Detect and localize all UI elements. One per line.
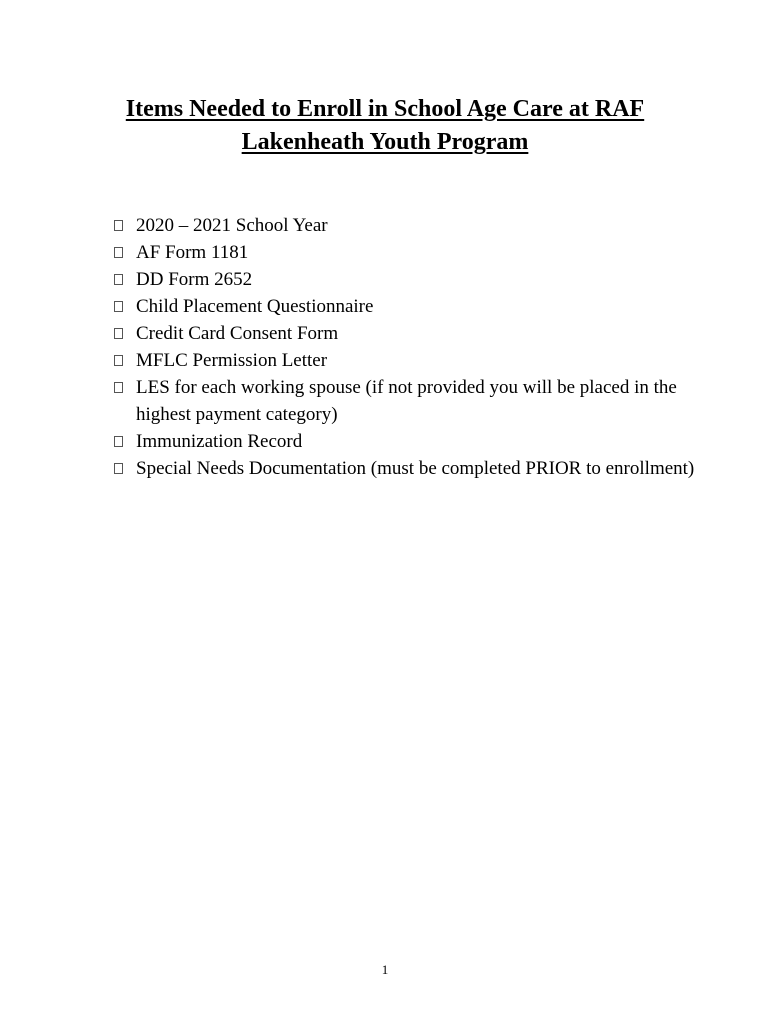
checklist-item-les — [112, 374, 722, 428]
checkbox-empty-icon — [114, 355, 123, 366]
checklist-item-label: Immunization Record — [136, 431, 303, 452]
checkbox-empty-icon — [114, 220, 123, 231]
checklist-item-label: AF Form 1181 — [136, 242, 249, 263]
checklist-item-label: LES for each working spouse (if not provided you will be placed in the highest payment category) — [136, 377, 677, 425]
checklist-item-mflc-permission-letter — [112, 347, 722, 374]
checkbox-empty-icon — [114, 463, 123, 474]
checkbox-empty-icon — [114, 382, 123, 393]
checklist-item-immunization-record — [112, 428, 722, 455]
page-number: 1 — [381, 962, 389, 977]
checklist-item-credit-card-consent-form — [112, 320, 722, 347]
document-title-line-2: Lakenheath Youth Program — [241, 129, 529, 155]
checkbox-empty-icon — [114, 328, 123, 339]
checklist-item-child-placement-questionnaire — [112, 293, 722, 320]
checklist-item-label: 2020 – 2021 School Year — [136, 215, 328, 236]
checkbox-empty-icon — [114, 247, 123, 258]
checklist-item-label: Credit Card Consent Form — [136, 323, 339, 344]
checkbox-empty-icon — [114, 274, 123, 285]
checklist-item-label: MFLC Permission Letter — [136, 350, 328, 371]
checklist-item-school-year — [112, 212, 722, 239]
document-title-line-1: Items Needed to Enroll in School Age Care at RAF — [125, 96, 645, 122]
checklist-item-special-needs-documentation — [112, 455, 722, 482]
document-title — [60, 93, 710, 159]
checklist-item-label: DD Form 2652 — [136, 269, 253, 290]
checklist-item-af-form-1181 — [112, 239, 722, 266]
checklist-item-label: Special Needs Documentation (must be completed PRIOR to enrollment) — [136, 458, 695, 479]
checklist-item-dd-form-2652 — [112, 266, 722, 293]
checkbox-empty-icon — [114, 436, 123, 447]
enrollment-checklist — [112, 212, 722, 482]
checkbox-empty-icon — [114, 301, 123, 312]
checklist-item-label: Child Placement Questionnaire — [136, 296, 374, 317]
